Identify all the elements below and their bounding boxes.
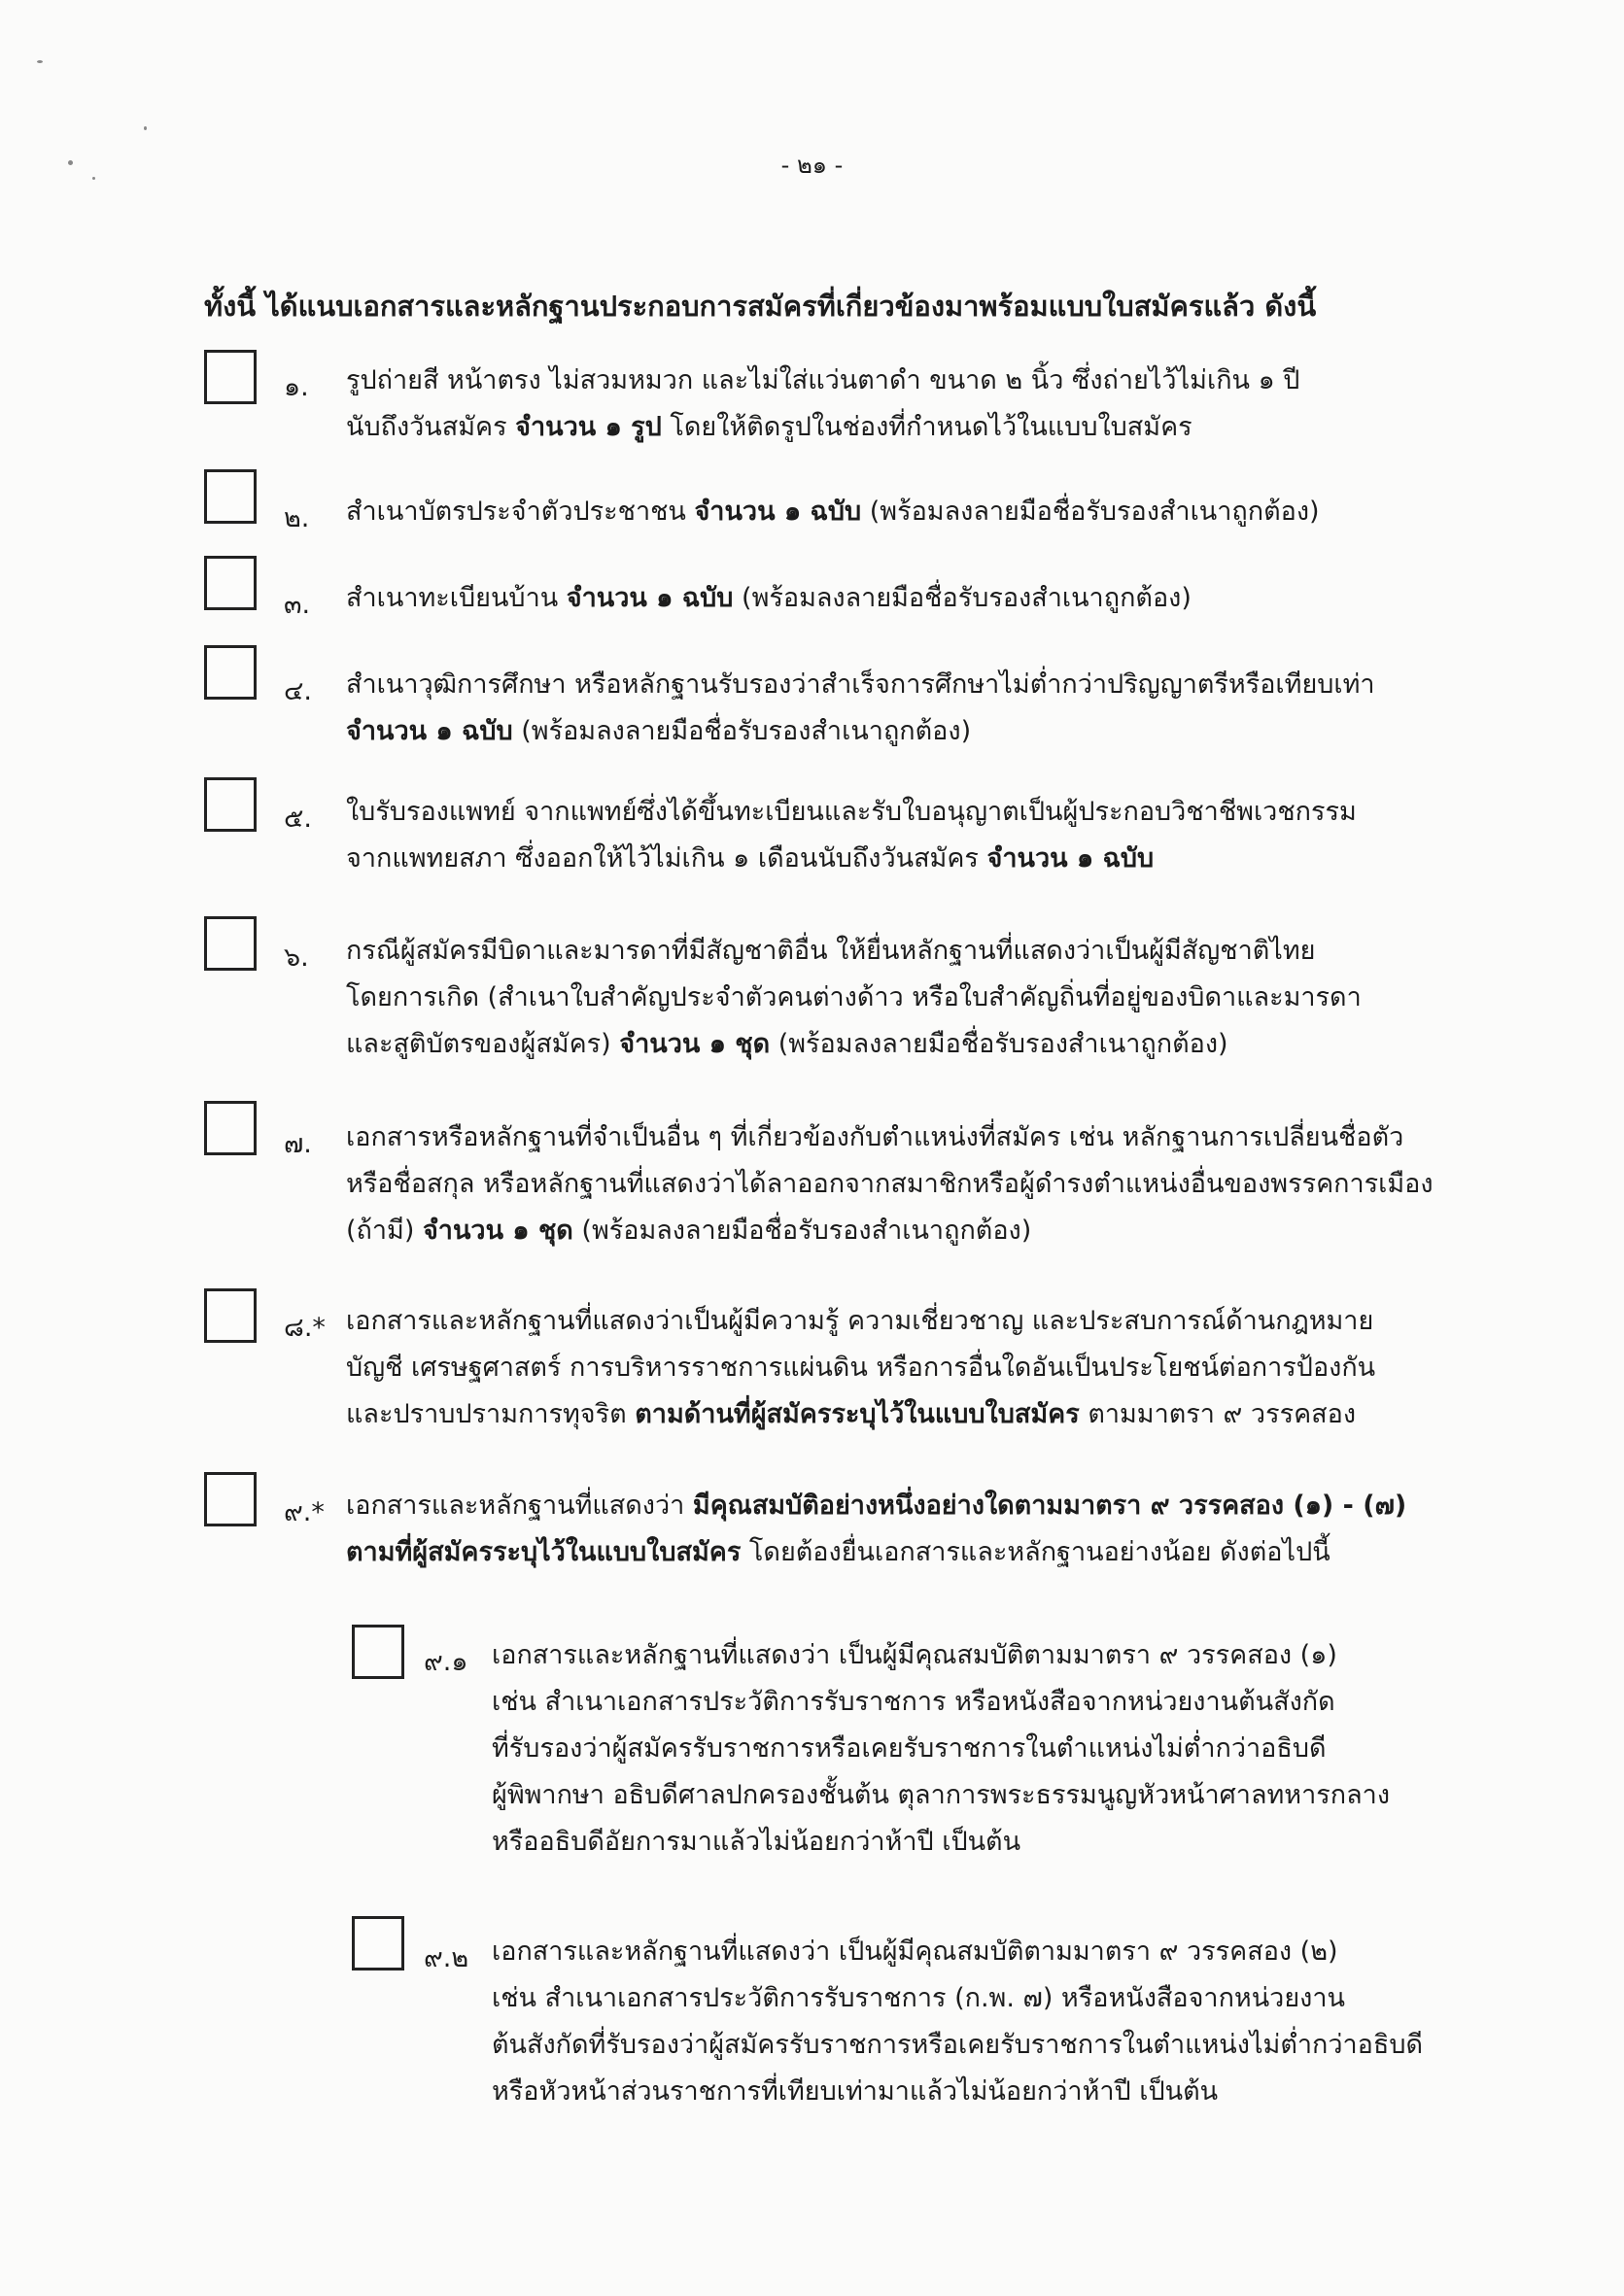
bold-text: จำนวน ๑ ฉบับ (694, 497, 862, 527)
page-number: - ๒๑ - (780, 152, 844, 179)
text-line (346, 1391, 1512, 1438)
text-segment: รูปถ่ายสี หน้าตรง ไม่สวมหมวก และไม่ใส่แว่นตาดำ ขนาด ๒ นิ้ว ซึ่งถ่ายไว้ไม่เกิน ๑ ปี (346, 365, 1300, 395)
text-line (492, 1929, 1512, 1975)
bold-text: จำนวน ๑ ฉบับ (986, 843, 1155, 874)
sub-number: ๙.๒ (424, 1943, 469, 1973)
text-line (346, 1529, 1512, 1576)
text-segment: (ถ้ามี) (346, 1216, 423, 1246)
checklist-checkbox[interactable] (204, 350, 257, 404)
text-segment: กรณีผู้สมัครมีบิดาและมารดาที่มีสัญชาติอื่น ให้ยื่นหลักฐานที่แสดงว่าเป็นผู้มีสัญชาติไทย (346, 936, 1316, 966)
checklist-number: ๕. (284, 804, 313, 834)
text-segment: โดยต้องยื่นเอกสารและหลักฐานอย่างน้อย ดังต่อไปนี้ (741, 1537, 1330, 1567)
checklist-text (346, 1298, 1512, 1438)
text-line (492, 1632, 1512, 1679)
checklist-text (346, 662, 1512, 755)
checklist-number: ๒. (284, 503, 310, 533)
checklist-number: ๙.* (284, 1497, 325, 1527)
checklist-text (346, 928, 1512, 1068)
text-segment: (พร้อมลงลายมือชื่อรับรองสำเนาถูกต้อง) (861, 497, 1320, 527)
text-line (492, 1772, 1512, 1819)
text-segment: หรือหัวหน้าส่วนราชการที่เทียบเท่ามาแล้วไม่น้อยกว่าห้าปี เป็นต้น (492, 2076, 1219, 2107)
checklist-number: ๓. (284, 590, 311, 620)
text-line (492, 2022, 1512, 2069)
text-line (492, 1726, 1512, 1772)
text-line (492, 1975, 1512, 2022)
text-line (346, 1345, 1512, 1391)
bold-text: มีคุณสมบัติอย่างหนึ่งอย่างใดตามมาตรา ๙ วรรคสอง (๑) - (๗) (692, 1491, 1407, 1521)
sub-checkbox[interactable] (352, 1625, 404, 1679)
text-segment: (พร้อมลงลายมือชื่อรับรองสำเนาถูกต้อง) (770, 1029, 1228, 1059)
bold-text: ตามด้านที่ผู้สมัครระบุไว้ในแบบใบสมัคร (635, 1399, 1080, 1429)
checklist-text (346, 358, 1512, 451)
text-line (346, 708, 1512, 755)
text-segment: โดยให้ติดรูปในช่องที่กำหนดไว้ในแบบใบสมัคร (661, 412, 1192, 442)
text-segment: บัญชี เศรษฐศาสตร์ การบริหารราชการแผ่นดิน หรือการอื่นใดอันเป็นประโยชน์ต่อการป้องกัน (346, 1353, 1376, 1383)
sub-number: ๙.๑ (424, 1647, 468, 1677)
text-segment: เอกสารและหลักฐานที่แสดงว่าเป็นผู้มีความรู้ ความเชี่ยวชาญ และประสบการณ์ด้านกฎหมาย (346, 1306, 1374, 1336)
text-segment: เช่น สำเนาเอกสารประวัติการรับราชการ หรือหนังสือจากหน่วยงานต้นสังกัด (492, 1687, 1335, 1717)
checklist-checkbox[interactable] (204, 916, 257, 971)
text-segment: สำเนาทะเบียนบ้าน (346, 583, 567, 613)
text-line (346, 1114, 1512, 1161)
checklist-text (346, 489, 1512, 535)
text-line (346, 358, 1512, 404)
checklist-checkbox[interactable] (204, 645, 257, 700)
text-segment: (พร้อมลงลายมือชื่อรับรองสำเนาถูกต้อง) (572, 1216, 1032, 1246)
checklist-number: ๘.* (284, 1313, 326, 1343)
text-segment: สำเนาวุฒิการศึกษา หรือหลักฐานรับรองว่าสำเร็จการศึกษาไม่ต่ำกว่าปริญญาตรีหรือเทียบเท่า (346, 669, 1375, 700)
sub-text (492, 1929, 1512, 2115)
text-line (492, 1679, 1512, 1726)
text-line (346, 1483, 1512, 1529)
text-segment: ใบรับรองแพทย์ จากแพทย์ซึ่งได้ขึ้นทะเบียนและรับใบอนุญาตเป็นผู้ประกอบวิชาชีพเวชกรรม (346, 797, 1357, 827)
checklist-number: ๖. (284, 942, 309, 973)
text-segment: หรือชื่อสกุล หรือหลักฐานที่แสดงว่าได้ลาออกจากสมาชิกหรือผู้ดำรงตำแหน่งอื่นของพรรคการเมือง (346, 1169, 1434, 1199)
text-segment: เอกสารและหลักฐานที่แสดงว่า (346, 1491, 693, 1521)
text-line (346, 404, 1512, 451)
text-segment: และปราบปรามการทุจริต (346, 1399, 636, 1429)
text-line (346, 662, 1512, 708)
checklist-text (346, 575, 1512, 622)
text-segment: ผู้พิพากษา อธิบดีศาลปกครองชั้นต้น ตุลาการพระธรรมนูญหัวหน้าศาลทหารกลาง (492, 1780, 1390, 1810)
checklist-number: ๑. (284, 372, 309, 402)
text-segment: และสูติบัตรของผู้สมัคร) (346, 1029, 620, 1059)
text-segment: นับถึงวันสมัคร (346, 412, 516, 442)
sub-text (492, 1632, 1512, 1866)
checklist-text (346, 1114, 1512, 1254)
checklist-number: ๔. (284, 676, 313, 706)
text-segment: เอกสารและหลักฐานที่แสดงว่า เป็นผู้มีคุณสมบัติตามมาตรา ๙ วรรคสอง (๒) (492, 1936, 1338, 1967)
checklist-text (346, 1483, 1512, 1576)
bold-text: จำนวน ๑ ฉบับ (566, 583, 734, 613)
text-line (346, 836, 1512, 882)
text-line (346, 928, 1512, 975)
text-line (492, 2069, 1512, 2115)
text-line (346, 575, 1512, 622)
checklist-text (346, 789, 1512, 882)
bold-text: จำนวน ๑ ชุด (422, 1216, 573, 1246)
bold-text: จำนวน ๑ รูป (515, 412, 662, 442)
text-segment: ที่รับรองว่าผู้สมัครรับราชการหรือเคยรับราชการในตำแหน่งไม่ต่ำกว่าอธิบดี (492, 1733, 1327, 1764)
text-segment: เช่น สำเนาเอกสารประวัติการรับราชการ (ก.พ. ๗) หรือหนังสือจากหน่วยงาน (492, 1983, 1345, 2013)
intro-text: ทั้งนี้ ได้แนบเอกสารและหลักฐานประกอบการสมัครที่เกี่ยวข้องมาพร้อมแบบใบสมัครแล้ว ดังนี้ (204, 290, 1317, 323)
checklist-checkbox[interactable] (204, 469, 257, 524)
bold-text: ตามที่ผู้สมัครระบุไว้ในแบบใบสมัคร (346, 1537, 742, 1567)
bold-text: จำนวน ๑ ชุด (619, 1029, 771, 1059)
text-segment: หรืออธิบดีอัยการมาแล้วไม่น้อยกว่าห้าปี เป็นต้น (492, 1827, 1021, 1857)
sub-checkbox[interactable] (352, 1916, 404, 1970)
checklist-checkbox[interactable] (204, 1101, 257, 1155)
text-segment: เอกสารหรือหลักฐานที่จำเป็นอื่น ๆ ที่เกี่ยวข้องกับตำแหน่งที่สมัคร เช่น หลักฐานการเปลี่ยนชื่อตัว (346, 1122, 1404, 1152)
text-segment: โดยการเกิด (สำเนาใบสำคัญประจำตัวคนต่างด้าว หรือใบสำคัญถิ่นที่อยู่ของบิดาและมารดา (346, 982, 1362, 1012)
checklist-checkbox[interactable] (204, 1472, 257, 1526)
text-segment: เอกสารและหลักฐานที่แสดงว่า เป็นผู้มีคุณสมบัติตามมาตรา ๙ วรรคสอง (๑) (492, 1640, 1337, 1670)
text-segment: จากแพทยสภา ซึ่งออกให้ไว้ไม่เกิน ๑ เดือนนับถึงวันสมัคร (346, 843, 987, 874)
checklist-checkbox[interactable] (204, 556, 257, 610)
text-line (346, 975, 1512, 1021)
text-segment: สำเนาบัตรประจำตัวประชาชน (346, 497, 695, 527)
text-line (346, 1021, 1512, 1068)
bold-text: จำนวน ๑ ฉบับ (346, 716, 513, 746)
text-line (346, 489, 1512, 535)
text-segment: ตามมาตรา ๙ วรรคสอง (1079, 1399, 1357, 1429)
text-segment: (พร้อมลงลายมือชื่อรับรองสำเนาถูกต้อง) (512, 716, 972, 746)
text-segment: ต้นสังกัดที่รับรองว่าผู้สมัครรับราชการหรือเคยรับราชการในตำแหน่งไม่ต่ำกว่าอธิบดี (492, 2030, 1424, 2060)
checklist-checkbox[interactable] (204, 1288, 257, 1343)
text-line (492, 1819, 1512, 1866)
text-line (346, 1208, 1512, 1254)
checklist-number: ๗. (284, 1129, 312, 1159)
text-line (346, 1161, 1512, 1208)
text-line (346, 789, 1512, 836)
checklist-checkbox[interactable] (204, 777, 257, 832)
text-line (346, 1298, 1512, 1345)
text-segment: (พร้อมลงลายมือชื่อรับรองสำเนาถูกต้อง) (733, 583, 1192, 613)
